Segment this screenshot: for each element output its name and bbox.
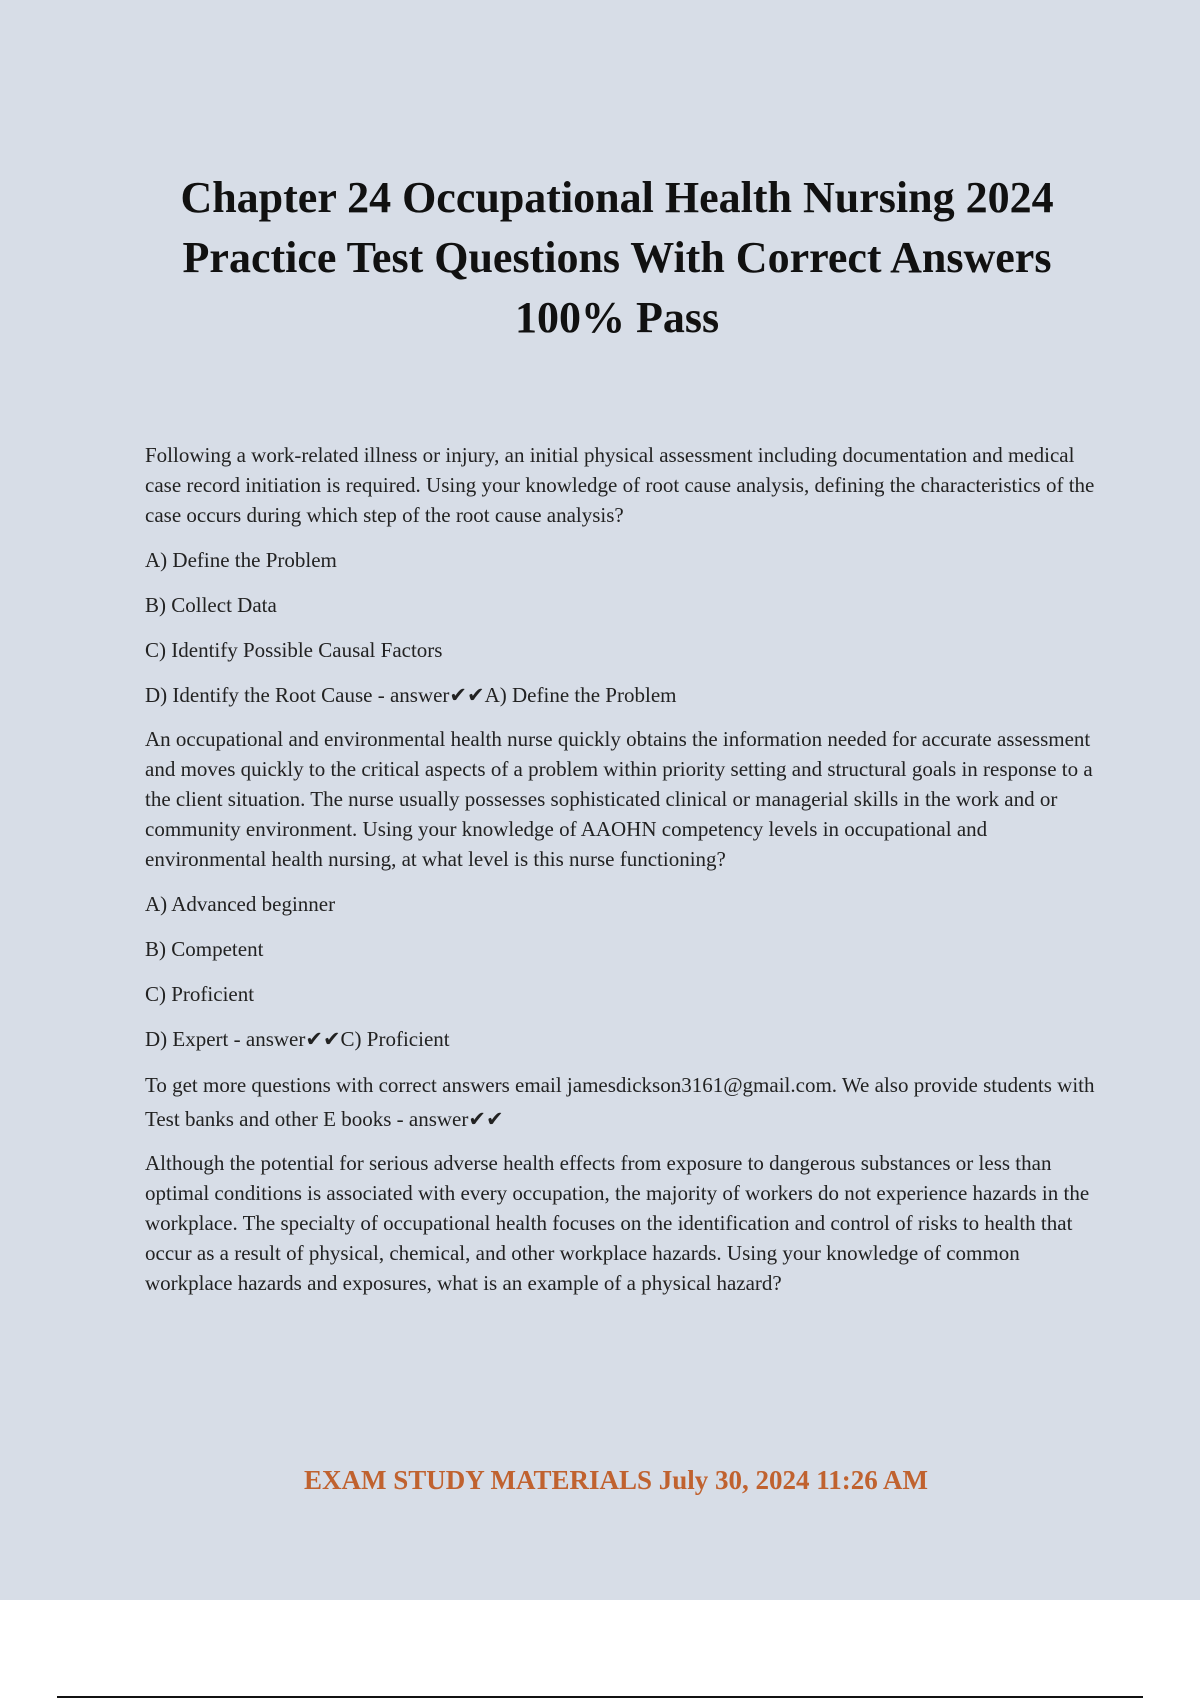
question-2-option-a: A) Advanced beginner <box>145 892 336 916</box>
footer-stamp: EXAM STUDY MATERIALS July 30, 2024 11:26 AM <box>303 1465 929 1495</box>
question-1-option-b: B) Collect Data <box>145 593 277 617</box>
question-1-text: Following a work-related illness or injury, an initial physical assessment including documentation and medical case record initiation is required. Using your knowledge of root cause analysis, defining the characteristics of the case occurs during which step of the root cause analysis? <box>145 443 1095 527</box>
bottom-rule <box>57 1696 1143 1698</box>
question-2-option-b: B) Competent <box>145 937 264 961</box>
promo-note: To get more questions with correct answers email jamesdickson3161@gmail.com. We also provide students with Test banks and other E books - answer✔✔ <box>145 1073 1095 1131</box>
question-3-text: Although the potential for serious adverse health effects from exposure to dangerous substances or less than optimal conditions is associated with every occupation, the majority of workers do not experience hazards in the workplace. The specialty of occupational health focuses on the identification and control of risks to health that occur as a result of physical, chemical, and other workplace hazards. Using your knowledge of common workplace hazards and exposures, what is an example of a physical hazard? <box>145 1151 1090 1295</box>
question-2-text: An occupational and environmental health nurse quickly obtains the information needed for accurate assessment and moves quickly to the critical aspects of a problem within priority setting and structural goals in response to a the client situation. The nurse usually possesses sophisticated clinical or managerial skills in the work and or community environment. Using your knowledge of AAOHN competency levels in occupational and environmental health nursing, at what level is this nurse functioning? <box>145 727 1093 871</box>
question-2-option-d-answer: D) Expert - answer✔✔C) Proficient <box>145 1027 450 1051</box>
question-2-option-c: C) Proficient <box>145 982 255 1006</box>
document-body <box>145 440 1095 1313</box>
question-1-option-c: C) Identify Possible Causal Factors <box>145 638 443 662</box>
question-1-option-d-answer: D) Identify the Root Cause - answer✔✔A) Define the Problem <box>145 683 677 707</box>
document-title: Chapter 24 Occupational Health Nursing 2024 Practice Test Questions With Correct Answers 100% Pass <box>180 173 1054 342</box>
question-1-option-a: A) Define the Problem <box>145 548 337 572</box>
